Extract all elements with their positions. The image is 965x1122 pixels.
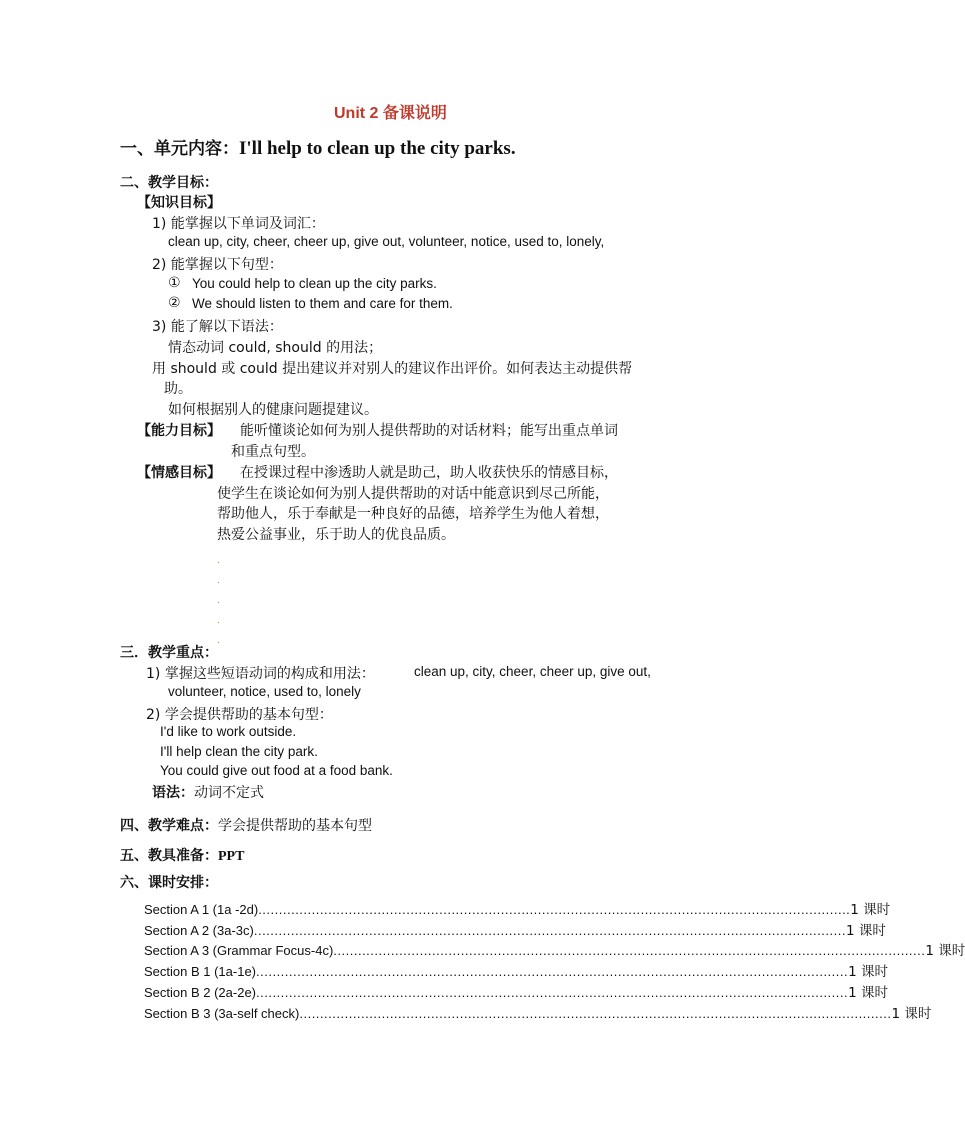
grammar-line (152, 782, 264, 802)
k2-sentence-2-num: ② (168, 295, 181, 311)
section-3-heading: 三．教学重点： (120, 645, 218, 661)
section-1-prefix: 一、单元内容： (120, 139, 239, 159)
schedule-row-hours: 1 课时 (848, 964, 889, 980)
schedule-row-hours: 1 课时 (848, 985, 889, 1001)
schedule-row-hours: 1 课时 (850, 902, 891, 918)
schedule-row-label: Section A 1 (1a -2d) (144, 902, 259, 917)
k3-line-3: 如何根据别人的健康问题提建议。 (168, 402, 378, 418)
dot-leader: ................................................................................................................................................ (253, 923, 846, 938)
p2-sentence-1: I'd like to work outside. (160, 724, 297, 739)
k2-sentence-2: We should listen to them and care for them. (192, 296, 453, 311)
p2-label: 2) 学会提供帮助的基本句型： (146, 707, 333, 723)
p1-words: clean up, city, cheer, cheer up, give out, (414, 664, 651, 679)
emotion-line-3: 帮助他人，乐于奉献是一种良好的品德，培养学生为他人着想， (217, 506, 609, 522)
section-1-heading (120, 134, 516, 160)
decorative-dot: . (217, 556, 220, 566)
section-6-heading: 六、课时安排： (120, 875, 218, 891)
unit-content-text: I'll help to clean up the city parks. (239, 138, 516, 159)
section-5-text: PPT (218, 849, 245, 864)
k2-label: 2) 能掌握以下句型： (152, 257, 283, 273)
k2-sentence-1: You could help to clean up the city parks. (192, 276, 437, 291)
section-5-heading: 五、教具准备： (120, 848, 218, 864)
schedule-row (144, 960, 889, 980)
schedule-row-label: Section B 3 (3a-self check) (144, 1006, 300, 1021)
dot-leader: ................................................................................................................................................ (256, 985, 849, 1000)
emotion-line-4: 热爱公益事业，乐于助人的优良品质。 (217, 527, 455, 543)
schedule-row-label: Section A 2 (3a-3c) (144, 923, 254, 938)
section-2-heading: 二、教学目标： (120, 175, 218, 191)
schedule-row (144, 919, 886, 939)
ability-line-2: 和重点句型。 (231, 444, 315, 460)
k2-sentence-1-num: ① (168, 275, 181, 291)
section-4-text: 学会提供帮助的基本句型 (218, 818, 372, 834)
dot-leader: ................................................................................................................................................ (299, 1006, 892, 1021)
decorative-dot: . (217, 616, 220, 626)
k1-label: 1) 能掌握以下单词及词汇： (152, 216, 325, 232)
schedule-row (144, 1002, 932, 1022)
section-5 (120, 845, 244, 865)
ability-line-1: 能听懂谈论如何为别人提供帮助的对话材料；能写出重点单词 (240, 423, 618, 439)
schedule-row-label: Section B 2 (2a-2e) (144, 985, 257, 1000)
dot-leader: ................................................................................................................................................ (258, 902, 851, 917)
k3-line-1: 情态动词 could, should 的用法； (168, 340, 383, 356)
emotion-line-2: 使学生在谈论如何为别人提供帮助的对话中能意识到尽己所能， (217, 486, 609, 502)
schedule-row (144, 939, 965, 959)
emotion-goal-label: 【情感目标】 (137, 465, 221, 481)
dot-leader: ................................................................................................................................................ (333, 943, 926, 958)
schedule-row-hours: 1 课时 (925, 943, 965, 959)
ability-goal-label: 【能力目标】 (137, 423, 221, 439)
k1-words: clean up, city, cheer, cheer up, give out, volunteer, notice, used to, lonely, (168, 234, 605, 249)
schedule-row (144, 898, 891, 918)
k3-label: 3) 能了解以下语法： (152, 319, 283, 335)
emotion-line-1: 在授课过程中渗透助人就是助己，助人收获快乐的情感目标， (240, 465, 618, 481)
page-title: Unit 2 备课说明 (334, 105, 447, 122)
p1-label: 1) 掌握这些短语动词的构成和用法： (146, 666, 375, 682)
k3-line-2a: 用 should 或 could 提出建议并对别人的建议作出评价。如何表达主动提供帮 (152, 361, 633, 377)
section-4 (120, 815, 372, 835)
schedule-row-hours: 1 课时 (845, 923, 886, 939)
dot-leader: ................................................................................................................................................ (256, 964, 849, 979)
schedule-row-hours: 1 课时 (891, 1006, 932, 1022)
p1-words-2: volunteer, notice, used to, lonely (168, 684, 361, 699)
decorative-dot: . (217, 596, 220, 606)
schedule-row-label: Section B 1 (1a-1e) (144, 964, 257, 979)
decorative-dot: . (217, 576, 220, 586)
grammar-text: 动词不定式 (194, 785, 264, 801)
k3-line-2b: 助。 (164, 381, 192, 397)
knowledge-goal-label: 【知识目标】 (137, 195, 221, 211)
decorative-dot: . (217, 636, 220, 646)
section-4-heading: 四、教学难点： (120, 818, 218, 834)
p2-sentence-3: You could give out food at a food bank. (160, 763, 393, 778)
schedule-row-label: Section A 3 (Grammar Focus-4c) (144, 943, 334, 958)
grammar-label: 语法： (152, 785, 194, 801)
p2-sentence-2: I'll help clean the city park. (160, 744, 318, 759)
schedule-row (144, 981, 889, 1001)
